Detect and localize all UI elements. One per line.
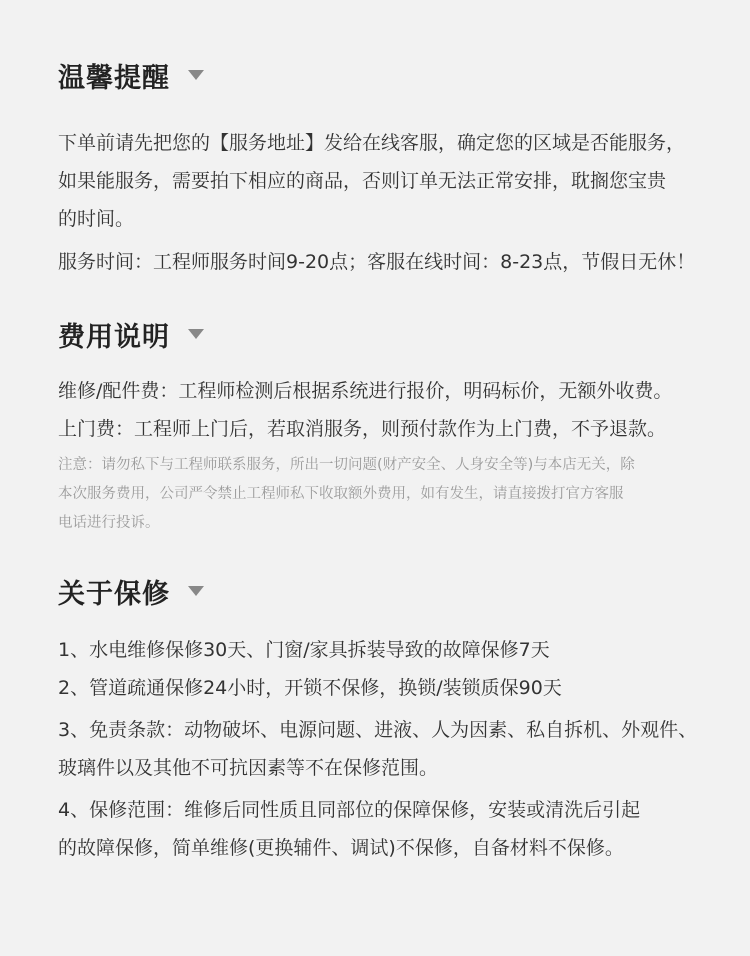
warranty-item-2 — [58, 669, 738, 707]
service-hours-text: 服务时间：工程师服务时间9-20点；客服在线时间：8-23点，节假日无休！ — [58, 251, 696, 273]
warranty-item-text: 1、水电维修保修30天、门窗/家具拆装导致的故障保修7天 — [58, 639, 550, 661]
repair-fee-text: 维修/配件费：工程师检测后根据系统进行报价，明码标价，无额外收费。 — [58, 380, 673, 402]
visit-fee-text: 上门费：工程师上门后，若取消服务，则预付款作为上门费，不予退款。 — [58, 418, 667, 440]
note-line: 电话进行投诉。 — [58, 515, 160, 531]
fees-note — [58, 451, 738, 538]
warranty-item-text: 2、管道疏通保修24小时，开锁不保修，换锁/装锁质保90天 — [58, 677, 562, 699]
reminder-paragraph — [58, 124, 738, 238]
fees-paragraph — [58, 372, 738, 448]
reminder-line: 如果能服务，需要拍下相应的商品，否则订单无法正常安排，耽搁您宝贵 — [58, 170, 667, 192]
reminder-line: 下单前请先把您的【服务地址】发给在线客服，确定您的区域是否能服务， — [58, 132, 686, 154]
reminder-title: 温馨提醒 — [58, 62, 170, 94]
chevron-down-icon[interactable] — [188, 70, 204, 80]
warranty-title: 关于保修 — [58, 578, 170, 610]
fees-title: 费用说明 — [58, 321, 170, 353]
chevron-down-icon[interactable] — [188, 586, 204, 596]
fees-section-header[interactable] — [58, 316, 204, 352]
warranty-item-text: 的故障保修，简单维修(更换辅件、调试)不保修，自备材料不保修。 — [58, 837, 624, 859]
service-hours — [58, 243, 738, 281]
warranty-item-text: 3、免责条款：动物破坏、电源问题、进液、人为因素、私自拆机、外观件、 — [58, 719, 698, 741]
warranty-section-header[interactable] — [58, 573, 204, 609]
chevron-down-icon[interactable] — [188, 329, 204, 339]
reminder-section-header[interactable] — [58, 57, 204, 93]
note-line: 本次服务费用，公司严令禁止工程师私下收取额外费用，如有发生，请直接拨打官方客服 — [58, 486, 624, 502]
warranty-item-text: 玻璃件以及其他不可抗因素等不在保修范围。 — [58, 757, 439, 779]
warranty-item-4 — [58, 791, 738, 867]
warranty-item-1 — [58, 631, 738, 669]
reminder-line: 的时间。 — [58, 208, 135, 230]
warranty-item-text: 4、保修范围：维修后同性质且同部位的保障保修，安装或清洗后引起 — [58, 799, 641, 821]
note-line: 注意：请勿私下与工程师联系服务，所出一切问题(财产安全、人身安全等)与本店无关，除 — [58, 457, 635, 473]
warranty-item-3 — [58, 711, 738, 787]
